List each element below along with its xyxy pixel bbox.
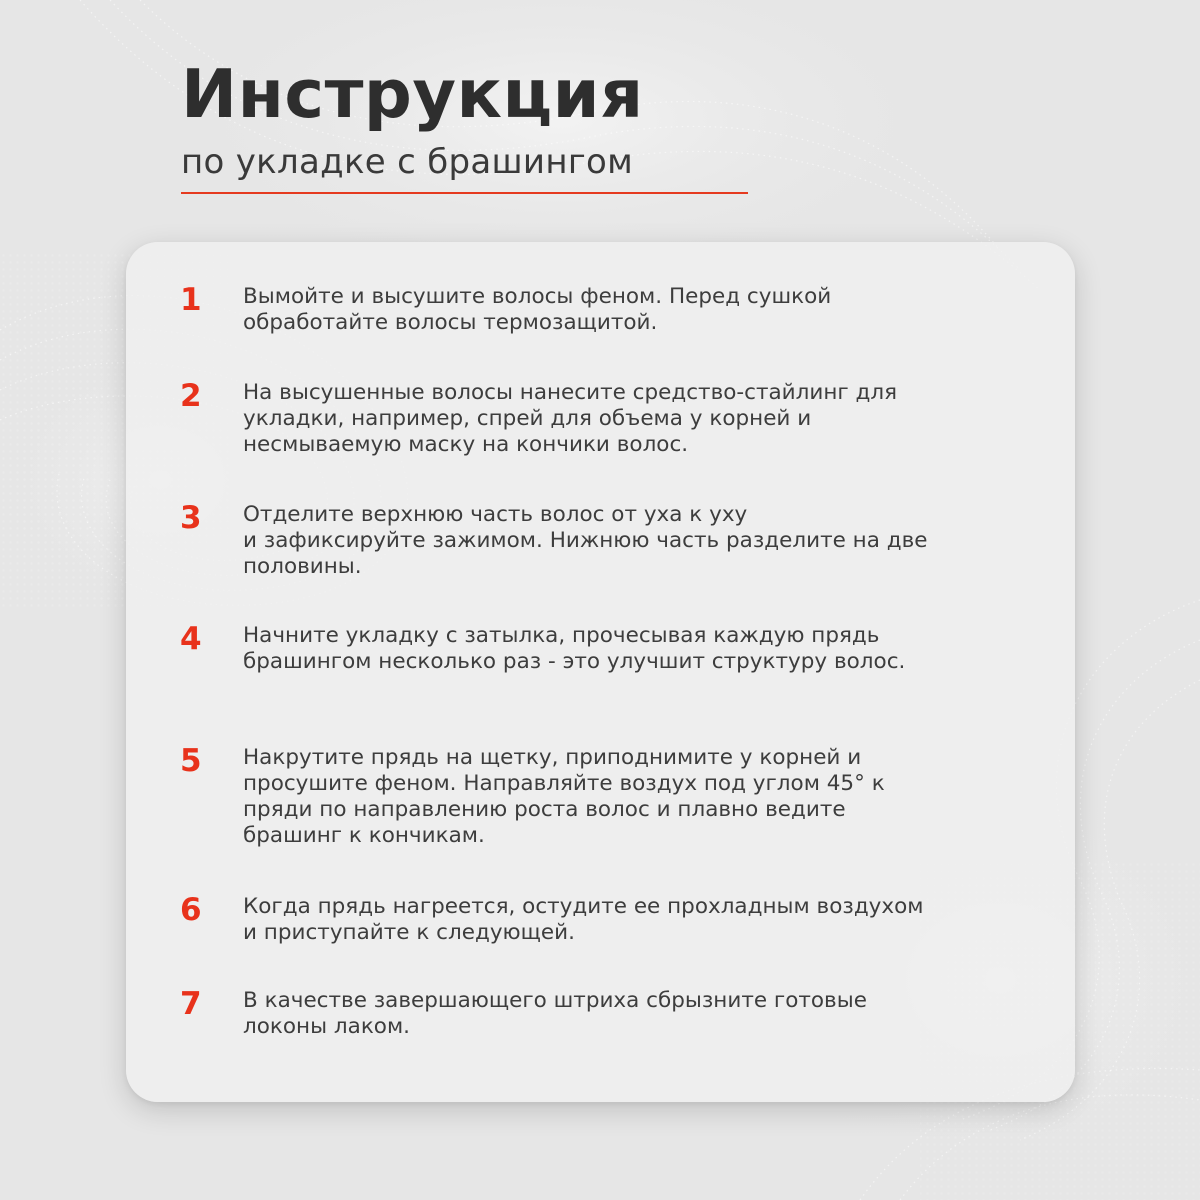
step-number: 7: [180, 986, 202, 1022]
step-number: 2: [180, 378, 202, 414]
step-text: Когда прядь нагреется, остудите ее прохладным воздухом и приступайте к следующей.: [243, 894, 924, 945]
step-number: 3: [180, 500, 202, 536]
step-text: На высушенные волосы нанесите средство-стайлинг для укладки, например, спрей для объема у корней и несмываемую маску на кончики волос.: [243, 380, 898, 457]
step-number: 6: [180, 892, 202, 928]
title-underline: [181, 192, 748, 194]
page-title: Инструкция: [181, 55, 644, 133]
page-subtitle: по укладке с брашингом: [181, 142, 634, 182]
step-text: Накрутите прядь на щетку, приподнимите у корней и просушите феном. Направляйте воздух под углом 45° к пряди по направлению роста волос и плавно ведите брашинг к кончикам.: [243, 745, 885, 848]
header: [181, 54, 751, 182]
step-text: Начните укладку с затылка, прочесывая каждую прядь брашингом несколько раз - это улучшит структуру волос.: [243, 623, 906, 674]
step-text: Вымойте и высушите волосы феном. Перед сушкой обработайте волосы термозащитой.: [243, 284, 832, 335]
step-text: В качестве завершающего штриха сбрызните готовые локоны лаком.: [243, 988, 867, 1039]
step-number: 5: [180, 743, 202, 779]
step-number: 1: [180, 282, 202, 318]
step-number: 4: [180, 621, 202, 657]
step-text: Отделите верхнюю часть волос от уха к уху и зафиксируйте зажимом. Нижнюю часть разделите на две половины.: [243, 502, 928, 579]
